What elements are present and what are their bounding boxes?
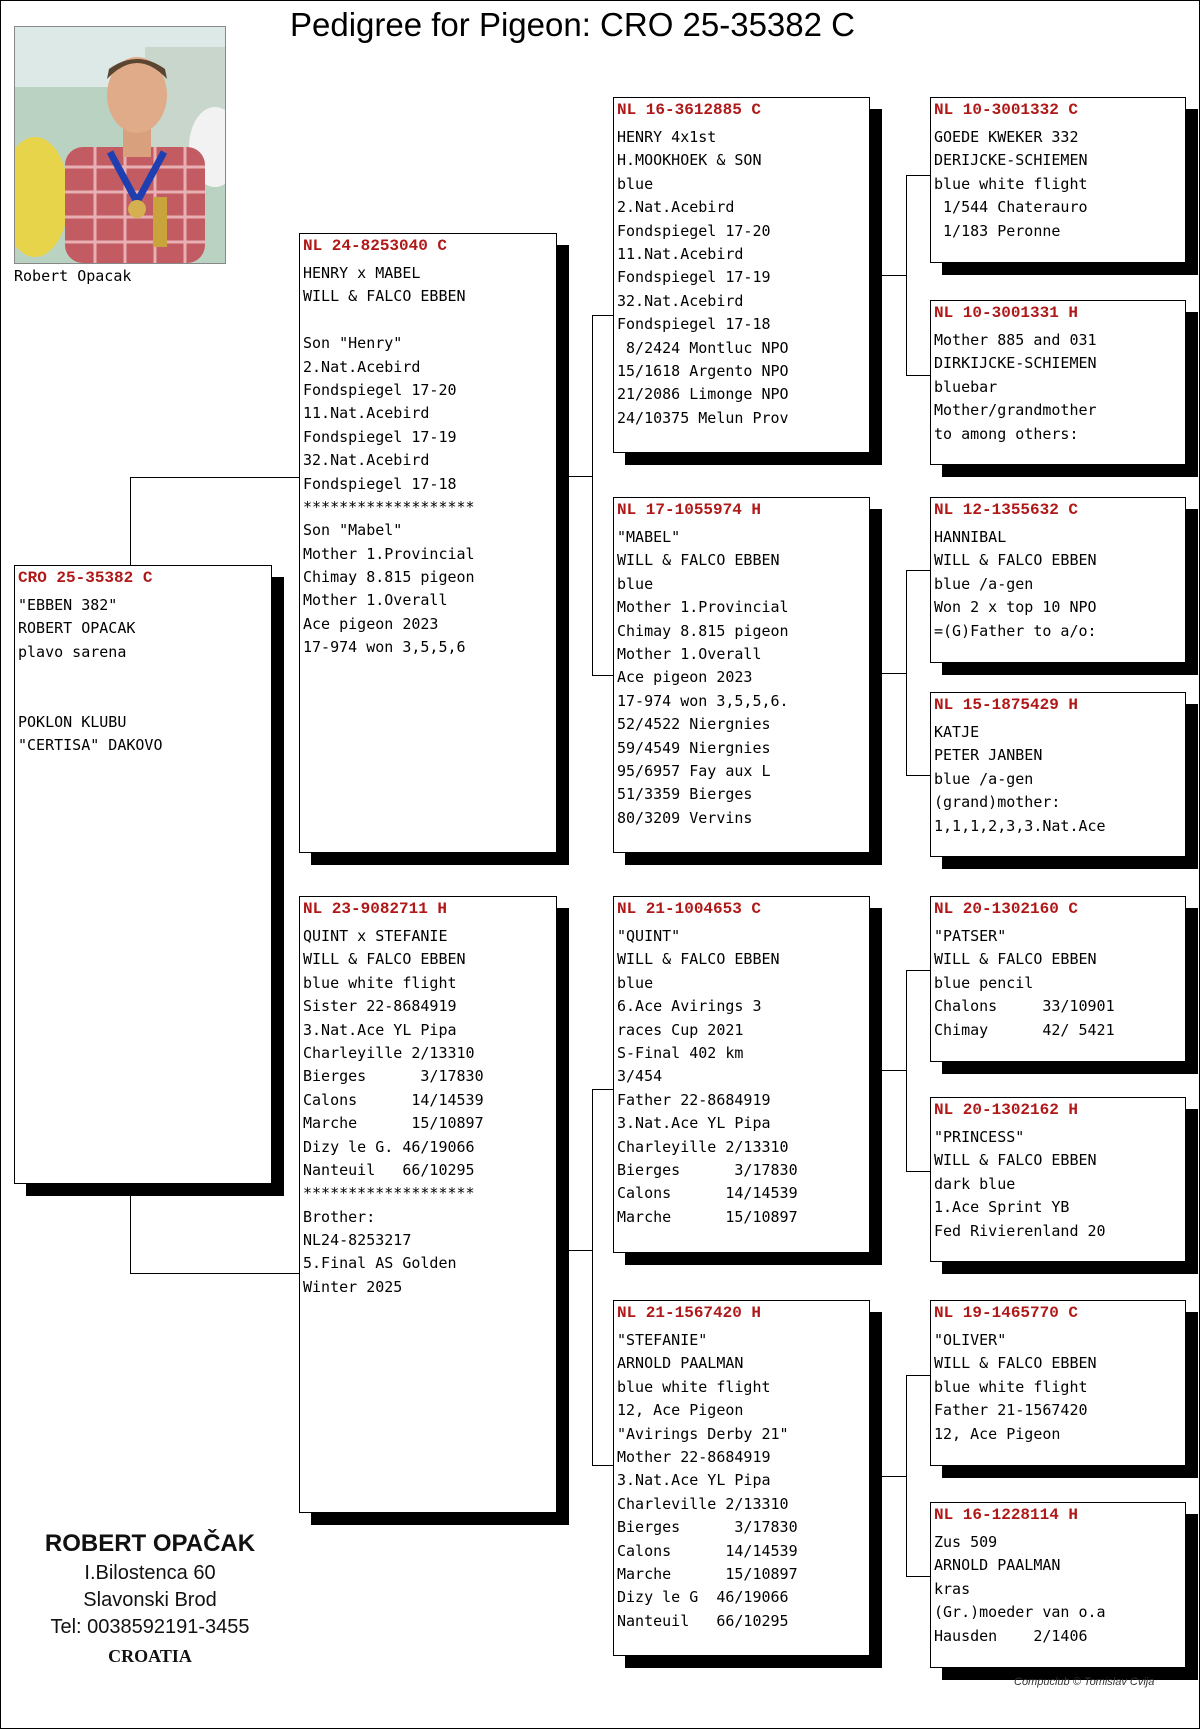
pigeon-details bbox=[931, 526, 1185, 643]
detail-line: Fondspiegel 17-19 bbox=[617, 268, 771, 287]
pigeon-details bbox=[300, 925, 556, 1299]
detail-line: Ace pigeon 2023 bbox=[617, 668, 753, 687]
detail-line: "MABEL" bbox=[617, 528, 681, 546]
detail-line: =(G)Father to a/o: bbox=[934, 621, 1097, 640]
detail-line: ******************* bbox=[303, 497, 475, 516]
detail-line: DERIJCKE-SCHIEMEN bbox=[934, 151, 1088, 170]
connector-ss-out bbox=[879, 275, 906, 276]
detail-line: Mother 1.Provincial bbox=[617, 598, 789, 617]
detail-line: 21/2086 Limonge NPO bbox=[617, 385, 789, 404]
connector-main-sire-vertical bbox=[130, 477, 131, 565]
pigeon-card-ds-sire[interactable] bbox=[930, 896, 1186, 1062]
pigeon-card-sd-dam[interactable] bbox=[930, 692, 1186, 857]
connector-sire-bottom bbox=[592, 675, 614, 676]
detail-line: 1,1,1,2,3,3.Nat.Ace bbox=[934, 816, 1106, 835]
detail-line: KATJE bbox=[934, 723, 980, 741]
detail-line: PETER JANBEN bbox=[934, 746, 1043, 765]
detail-line: 3/454 bbox=[617, 1067, 663, 1086]
connector-main-dam-vertical bbox=[130, 1196, 131, 1274]
detail-line: 12, Ace Pigeon bbox=[934, 1424, 1061, 1443]
detail-line: HANNIBAL bbox=[934, 528, 1007, 546]
detail-line: WILL & FALCO EBBEN bbox=[934, 1151, 1097, 1170]
ring-number: NL 24-8253040 C bbox=[303, 237, 448, 255]
detail-line: 51/3359 Bierges bbox=[617, 785, 753, 804]
detail-line: Calons 14/14539 bbox=[617, 1541, 798, 1560]
ring-number: NL 20-1302160 C bbox=[934, 900, 1079, 918]
detail-line: "PRINCESS" bbox=[934, 1128, 1025, 1146]
detail-line: Fondspiegel 17-18 bbox=[617, 315, 771, 334]
detail-line: blue bbox=[617, 574, 654, 593]
connector-ds-out bbox=[879, 1070, 906, 1071]
connector-dam-top bbox=[592, 1089, 614, 1090]
ring-number: NL 16-1228114 H bbox=[934, 1506, 1079, 1524]
connector-ds-top bbox=[906, 970, 931, 971]
pigeon-card-dam-dam[interactable] bbox=[613, 1300, 870, 1656]
detail-line: Fondspiegel 17-18 bbox=[303, 474, 457, 493]
detail-line: "CERTISA" DAKOVO bbox=[18, 736, 163, 755]
detail-line: blue white flight bbox=[617, 1377, 771, 1396]
ring-number: NL 17-1055974 H bbox=[617, 501, 762, 519]
detail-line: "Avirings Derby 21" bbox=[617, 1424, 789, 1443]
detail-line: HENRY 4x1st bbox=[617, 128, 717, 146]
detail-line: Fondspiegel 17-20 bbox=[303, 380, 457, 399]
owner-photo bbox=[14, 26, 226, 264]
owner-photo-image bbox=[15, 27, 225, 263]
detail-line: WILL & FALCO EBBEN bbox=[617, 551, 780, 570]
detail-line: races Cup 2021 bbox=[617, 1020, 744, 1039]
detail-line: QUINT x STEFANIE bbox=[303, 927, 448, 945]
detail-line: Marche 15/10897 bbox=[617, 1207, 798, 1226]
detail-line: 2.Nat.Acebird bbox=[303, 357, 421, 376]
pigeon-card-ds-dam[interactable] bbox=[930, 1097, 1186, 1262]
detail-line bbox=[18, 664, 268, 687]
pigeon-card-main[interactable] bbox=[14, 565, 272, 1184]
detail-line: ARNOLD PAALMAN bbox=[617, 1354, 744, 1373]
detail-line: 5.Final AS Golden bbox=[303, 1254, 457, 1273]
detail-line: blue white flight bbox=[934, 174, 1088, 193]
detail-line: S-Final 402 km bbox=[617, 1043, 744, 1062]
detail-line: Fondspiegel 17-19 bbox=[303, 427, 457, 446]
detail-line: (grand)mother: bbox=[934, 793, 1061, 812]
connector-dd-top bbox=[906, 1375, 931, 1376]
detail-line bbox=[18, 688, 268, 711]
detail-line: 95/6957 Fay aux L bbox=[617, 761, 771, 780]
detail-line: Marche 15/10897 bbox=[303, 1114, 484, 1133]
detail-line: 3.Nat.Ace YL Pipa bbox=[617, 1471, 771, 1490]
pigeon-details bbox=[931, 1126, 1185, 1243]
detail-line: Zus 509 bbox=[934, 1533, 998, 1551]
pigeon-details bbox=[931, 925, 1185, 1042]
pigeon-details bbox=[931, 1329, 1185, 1446]
detail-line: Mother 1.Provincial bbox=[303, 544, 475, 563]
detail-line: Bierges 3/17830 bbox=[617, 1160, 798, 1179]
pigeon-details bbox=[614, 126, 869, 430]
detail-line: Bierges 3/17830 bbox=[303, 1067, 484, 1086]
detail-line: Son "Mabel" bbox=[303, 521, 403, 540]
detail-line: 52/4522 Niergnies bbox=[617, 715, 771, 734]
detail-line: blue /a-gen bbox=[934, 769, 1034, 788]
connector-main-dam-horizontal bbox=[130, 1273, 300, 1274]
ring-number: NL 16-3612885 C bbox=[617, 101, 762, 119]
detail-line: Fed Rivierenland 20 bbox=[934, 1221, 1106, 1240]
owner-address-street: I.Bilostenca 60 bbox=[84, 1562, 216, 1584]
detail-line: Father 22-8684919 bbox=[617, 1090, 771, 1109]
ring-number: NL 12-1355632 C bbox=[934, 501, 1079, 519]
ring-number: NL 10-3001331 H bbox=[934, 304, 1079, 322]
pigeon-card-ss-dam[interactable] bbox=[930, 300, 1186, 465]
pigeon-details bbox=[614, 1329, 869, 1633]
connector-dam-out bbox=[566, 1250, 592, 1251]
detail-line: Dizy le G. 46/19066 bbox=[303, 1137, 475, 1156]
detail-line: 1/544 Chaterauro bbox=[934, 198, 1088, 217]
owner-address-city: Slavonski Brod bbox=[83, 1589, 217, 1611]
detail-line: 11.Nat.Acebird bbox=[303, 404, 430, 423]
detail-line: 15/1618 Argento NPO bbox=[617, 361, 789, 380]
detail-line: WILL & FALCO EBBEN bbox=[934, 1354, 1097, 1373]
detail-line: blue /a-gen bbox=[934, 574, 1034, 593]
detail-line: Sister 22-8684919 bbox=[303, 997, 457, 1016]
detail-line: WILL & FALCO EBBEN bbox=[617, 950, 780, 969]
detail-line: to among others: bbox=[934, 424, 1079, 443]
pigeon-card-dam[interactable] bbox=[299, 896, 557, 1513]
detail-line: ROBERT OPACAK bbox=[18, 619, 136, 638]
detail-line: Hausden 2/1406 bbox=[934, 1626, 1088, 1645]
detail-line: Chalons 33/10901 bbox=[934, 997, 1115, 1016]
detail-line: Chimay 8.815 pigeon bbox=[617, 621, 789, 640]
ring-number: NL 20-1302162 H bbox=[934, 1101, 1079, 1119]
detail-line: 80/3209 Vervins bbox=[617, 808, 753, 827]
connector-ds-bottom bbox=[906, 1171, 931, 1172]
detail-line: Mother 1.Overall bbox=[303, 591, 448, 610]
connector-ss-top bbox=[906, 175, 931, 176]
pigeon-card-dd-dam[interactable] bbox=[930, 1502, 1186, 1668]
pigeon-card-dam-sire[interactable] bbox=[613, 896, 870, 1253]
detail-line: Mother 885 and 031 bbox=[934, 331, 1097, 349]
detail-line: Son "Henry" bbox=[303, 334, 403, 353]
detail-line: 12, Ace Pigeon bbox=[617, 1401, 744, 1420]
pigeon-card-ss-sire[interactable] bbox=[930, 97, 1186, 263]
connector-dd-bottom bbox=[906, 1576, 931, 1577]
owner-country: CROATIA bbox=[108, 1646, 192, 1666]
pigeon-card-sire-dam[interactable] bbox=[613, 497, 870, 853]
photo-caption: Robert Opacak bbox=[14, 267, 132, 285]
connector-sd-top bbox=[906, 570, 931, 571]
pigeon-details bbox=[614, 526, 869, 830]
connector-ss-bottom bbox=[906, 375, 931, 376]
detail-line: WILL & FALCO EBBEN bbox=[934, 950, 1097, 969]
ring-number: NL 21-1567420 H bbox=[617, 1304, 762, 1322]
detail-line: Fondspiegel 17-20 bbox=[617, 221, 771, 240]
connector-ds-vertical bbox=[906, 970, 907, 1172]
ring-number: NL 15-1875429 H bbox=[934, 696, 1079, 714]
detail-line: 17-974 won 3,5,5,6. bbox=[617, 691, 789, 710]
connector-sd-out bbox=[879, 673, 906, 674]
ring-number: NL 21-1004653 C bbox=[617, 900, 762, 918]
detail-line: bluebar bbox=[934, 377, 998, 396]
detail-line: Father 21-1567420 bbox=[934, 1401, 1088, 1420]
detail-line: 3.Nat.Ace YL Pipa bbox=[303, 1020, 457, 1039]
detail-line: 32.Nat.Acebird bbox=[303, 451, 430, 470]
detail-line: Chimay 42/ 5421 bbox=[934, 1020, 1115, 1039]
connector-sire-out bbox=[566, 476, 592, 477]
detail-line: 24/10375 Melun Prov bbox=[617, 408, 789, 427]
detail-line: WILL & FALCO EBBEN bbox=[934, 551, 1097, 570]
detail-line: blue white flight bbox=[303, 973, 457, 992]
detail-line: Ace pigeon 2023 bbox=[303, 614, 439, 633]
pigeon-card-sire[interactable] bbox=[299, 233, 557, 853]
connector-ss-vertical bbox=[906, 175, 907, 375]
detail-line: Charleyille 2/13310 bbox=[617, 1137, 789, 1156]
pigeon-card-sd-sire[interactable] bbox=[930, 497, 1186, 663]
connector-dd-out bbox=[879, 1476, 906, 1477]
ring-number: CRO 25-35382 C bbox=[18, 569, 153, 587]
detail-line: ARNOLD PAALMAN bbox=[934, 1556, 1061, 1575]
detail-line: kras bbox=[934, 1579, 971, 1598]
detail-line: 59/4549 Niergnies bbox=[617, 738, 771, 757]
detail-line: WILL & FALCO EBBEN bbox=[303, 950, 466, 969]
detail-line: Charleville 2/13310 bbox=[617, 1494, 789, 1513]
detail-line: Brother: bbox=[303, 1207, 376, 1226]
pigeon-details bbox=[931, 1531, 1185, 1648]
detail-line: "QUINT" bbox=[617, 927, 681, 945]
detail-line: 6.Ace Avirings 3 bbox=[617, 997, 762, 1016]
detail-line: 1.Ace Sprint YB bbox=[934, 1198, 1070, 1217]
detail-line: HENRY x MABEL bbox=[303, 264, 421, 282]
detail-line: Nanteuil 66/10295 bbox=[303, 1160, 475, 1179]
detail-line: blue pencil bbox=[934, 973, 1034, 992]
connector-dam-bottom bbox=[592, 1465, 614, 1466]
detail-line: Bierges 3/17830 bbox=[617, 1518, 798, 1537]
pigeon-card-dd-sire[interactable] bbox=[930, 1300, 1186, 1466]
detail-line: H.MOOKHOEK & SON bbox=[617, 151, 762, 170]
detail-line: 8/2424 Montluc NPO bbox=[617, 338, 789, 357]
ring-number: NL 19-1465770 C bbox=[934, 1304, 1079, 1322]
detail-line: 3.Nat.Ace YL Pipa bbox=[617, 1114, 771, 1133]
detail-line: blue white flight bbox=[934, 1377, 1088, 1396]
owner-phone: Tel: 0038592191-3455 bbox=[50, 1616, 250, 1638]
detail-line: Winter 2025 bbox=[303, 1277, 403, 1296]
detail-line: plavo sarena bbox=[18, 642, 127, 661]
detail-line: Chimay 8.815 pigeon bbox=[303, 568, 475, 587]
detail-line: NL24-8253217 bbox=[303, 1231, 412, 1250]
detail-line: 32.Nat.Acebird bbox=[617, 291, 744, 310]
detail-line: Charleyille 2/13310 bbox=[303, 1043, 475, 1062]
detail-line: "STEFANIE" bbox=[617, 1331, 708, 1349]
pigeon-card-sire-sire[interactable] bbox=[613, 97, 870, 453]
detail-line: Mother/grandmother bbox=[934, 401, 1097, 420]
connector-dd-vertical bbox=[906, 1375, 907, 1577]
detail-line: Calons 14/14539 bbox=[617, 1184, 798, 1203]
ring-number: NL 23-9082711 H bbox=[303, 900, 448, 918]
ring-number: NL 10-3001332 C bbox=[934, 101, 1079, 119]
connector-main-sire-horizontal bbox=[130, 477, 300, 478]
detail-line: WILL & FALCO EBBEN bbox=[303, 287, 466, 306]
detail-line: GOEDE KWEKER 332 bbox=[934, 128, 1079, 146]
detail-line: Nanteuil 66/10295 bbox=[617, 1611, 789, 1630]
pigeon-details bbox=[614, 925, 869, 1229]
connector-dam-vertical bbox=[592, 1089, 593, 1466]
detail-line: Dizy le G 46/19066 bbox=[617, 1588, 789, 1607]
detail-line: Calons 14/14539 bbox=[303, 1090, 484, 1109]
detail-line: (Gr.)moeder van o.a bbox=[934, 1603, 1106, 1622]
detail-line: 2.Nat.Acebird bbox=[617, 198, 735, 217]
detail-line: 17-974 won 3,5,5,6 bbox=[303, 638, 466, 657]
detail-line: POKLON KLUBU bbox=[18, 712, 127, 731]
detail-line: ******************* bbox=[303, 1184, 475, 1203]
detail-line: "OLIVER" bbox=[934, 1331, 1007, 1349]
detail-line: 1/183 Peronne bbox=[934, 221, 1061, 240]
detail-line: Mother 1.Overall bbox=[617, 644, 762, 663]
detail-line: blue bbox=[617, 174, 654, 193]
pigeon-details bbox=[15, 594, 271, 758]
detail-line: Won 2 x top 10 NPO bbox=[934, 598, 1097, 617]
software-credit: Compuclub © Tomislav Cvija bbox=[1014, 1676, 1155, 1688]
detail-line: dark blue bbox=[934, 1174, 1016, 1193]
connector-sire-vertical bbox=[592, 315, 593, 676]
detail-line: Mother 22-8684919 bbox=[617, 1447, 771, 1466]
detail-line: 11.Nat.Acebird bbox=[617, 244, 744, 263]
pigeon-details bbox=[931, 721, 1185, 838]
owner-block bbox=[30, 1528, 270, 1671]
detail-line: "EBBEN 382" bbox=[18, 596, 118, 614]
detail-line: blue bbox=[617, 973, 654, 992]
pigeon-details bbox=[931, 126, 1185, 243]
page-title: Pedigree for Pigeon: CRO 25-35382 C bbox=[290, 6, 855, 43]
detail-line: Marche 15/10897 bbox=[617, 1564, 798, 1583]
connector-sire-top bbox=[592, 315, 614, 316]
pigeon-details bbox=[300, 262, 556, 660]
detail-line bbox=[303, 309, 553, 332]
detail-line: "PATSER" bbox=[934, 927, 1007, 945]
connector-sd-vertical bbox=[906, 570, 907, 776]
owner-name: ROBERT OPAČAK bbox=[44, 1530, 256, 1557]
connector-sd-bottom bbox=[906, 775, 931, 776]
pigeon-details bbox=[931, 329, 1185, 446]
detail-line: DIRKIJCKE-SCHIEMEN bbox=[934, 354, 1097, 373]
